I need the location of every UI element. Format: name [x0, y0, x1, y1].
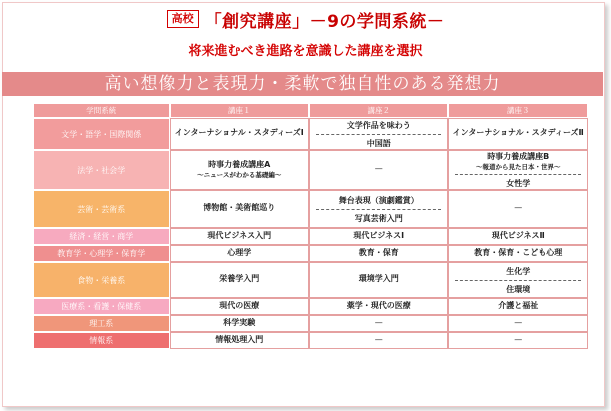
- course-name: 現代ビジネス入門: [207, 230, 272, 240]
- course-cell: [448, 332, 588, 349]
- course-name: 現代の医療: [219, 300, 260, 310]
- course-cell: [448, 228, 588, 245]
- course-name: —: [514, 203, 523, 212]
- table-row: [33, 315, 588, 332]
- course-cell: [448, 190, 588, 228]
- course-name: —: [514, 317, 523, 327]
- course-name: インターナショナル・スタディーズⅠ: [174, 128, 304, 137]
- course-item: [171, 300, 308, 314]
- course-item: [171, 230, 308, 244]
- course-stack: [449, 266, 587, 295]
- course-cell: [170, 262, 309, 298]
- course-stack: [449, 151, 587, 189]
- course-name: —: [514, 334, 523, 344]
- course-stack: [310, 318, 448, 330]
- table-row: [33, 228, 588, 245]
- course-cell: [170, 332, 309, 349]
- column-header: 講座２: [309, 103, 449, 118]
- course-item: [316, 134, 442, 149]
- page-title: 「創究講座」－9の学問系統－: [204, 11, 445, 32]
- course-cell: [309, 190, 449, 228]
- course-stack: [310, 300, 448, 314]
- course-cell: [448, 245, 588, 262]
- course-stack: [171, 273, 308, 287]
- column-header: 講座３: [448, 103, 588, 118]
- course-item: [449, 266, 587, 280]
- course-stack: [449, 335, 587, 347]
- course-cell: [170, 190, 309, 228]
- course-stack: [310, 247, 448, 261]
- course-item: [449, 127, 587, 141]
- course-stack: [171, 300, 308, 314]
- course-stack: [171, 247, 308, 261]
- table-header-row: [33, 103, 588, 118]
- course-item: [171, 202, 308, 216]
- table-row: [33, 332, 588, 349]
- course-item: [310, 230, 448, 244]
- course-cell: [170, 245, 309, 262]
- course-note: ～報道から見た日本・世界～: [475, 163, 561, 171]
- field-name: 理工系: [33, 315, 170, 332]
- course-stack: [310, 164, 448, 176]
- course-item: [316, 209, 442, 224]
- course-item: [171, 334, 308, 348]
- table-row: [33, 118, 588, 150]
- field-name: 情報系: [33, 332, 170, 349]
- course-stack: [171, 334, 308, 348]
- course-stack: [171, 230, 308, 244]
- field-name: 法学・社会学: [33, 150, 170, 190]
- course-name: 教育・保育: [358, 247, 399, 257]
- course-cell: [309, 118, 449, 150]
- course-cell: [309, 150, 449, 190]
- title-row: [0, 6, 611, 32]
- course-item: [310, 120, 448, 134]
- course-table: [33, 103, 588, 349]
- course-cell: [309, 262, 449, 298]
- course-name: 舞台表現（演劇鑑賞）: [338, 195, 419, 205]
- course-stack: [449, 318, 587, 330]
- course-stack: [310, 335, 448, 347]
- course-item: [171, 247, 308, 261]
- course-name: 現代ビジネスⅡ: [491, 230, 545, 240]
- course-stack: [449, 300, 587, 314]
- table-row: [33, 245, 588, 262]
- course-stack: [310, 273, 448, 287]
- course-name: 女性学: [506, 179, 531, 188]
- column-header: 学問系統: [33, 103, 170, 118]
- course-name: 博物館・美術館巡り: [203, 203, 276, 212]
- course-name: 生化学: [506, 266, 531, 276]
- field-name: 教育学・心理学・保育学: [33, 245, 170, 262]
- course-stack: [310, 195, 448, 224]
- course-name: 現代ビジネスⅠ: [353, 230, 405, 240]
- course-name: 科学実験: [223, 317, 256, 327]
- course-name: 情報処理入門: [215, 334, 264, 344]
- banner: 高い想像力と表現力・柔軟で独自性のある発想力: [2, 72, 603, 96]
- course-item: [310, 300, 448, 314]
- course-item: [449, 247, 587, 261]
- course-name: インターナショナル・スタディーズⅡ: [452, 128, 584, 137]
- course-stack: [171, 159, 308, 182]
- table-row: [33, 190, 588, 228]
- course-name: 時事力養成講座B: [487, 152, 550, 161]
- course-item: [455, 280, 581, 295]
- course-item: [310, 318, 448, 330]
- course-note: ～ニュースがわかる基礎編～: [197, 170, 282, 179]
- course-item: [449, 335, 587, 347]
- field-name: 文学・語学・国際関係: [33, 118, 170, 150]
- course-item: [310, 247, 448, 261]
- course-cell: [309, 315, 449, 332]
- course-item: [449, 151, 587, 174]
- course-item: [171, 273, 308, 287]
- course-cell: [309, 228, 449, 245]
- course-name: —: [374, 317, 383, 327]
- course-stack: [171, 202, 308, 216]
- course-stack: [171, 127, 308, 141]
- course-item: [310, 335, 448, 347]
- course-name: 環境学入門: [358, 274, 399, 283]
- course-stack: [449, 203, 587, 215]
- course-stack: [171, 317, 308, 331]
- course-name: 教育・保育・こども心理: [474, 247, 563, 257]
- course-name: 介護と福祉: [498, 300, 539, 310]
- course-name: 栄養学入門: [219, 274, 260, 283]
- course-name: 住環境: [506, 284, 531, 294]
- course-name: 中国語: [366, 138, 391, 148]
- course-stack: [449, 230, 587, 244]
- course-cell: [170, 315, 309, 332]
- course-stack: [310, 230, 448, 244]
- course-cell: [170, 298, 309, 315]
- course-name: 文学作品を味わう: [346, 120, 411, 130]
- course-cell: [448, 262, 588, 298]
- table-row: [33, 298, 588, 315]
- field-name: 経済・経営・商学: [33, 228, 170, 245]
- course-cell: [309, 245, 449, 262]
- course-item: [171, 159, 308, 182]
- course-stack: [449, 247, 587, 261]
- course-item: [171, 317, 308, 331]
- table-row: [33, 150, 588, 190]
- course-item: [449, 230, 587, 244]
- course-item: [310, 195, 448, 209]
- course-cell: [448, 298, 588, 315]
- course-item: [171, 127, 308, 141]
- course-cell: [170, 228, 309, 245]
- course-cell: [448, 118, 588, 150]
- course-stack: [449, 127, 587, 141]
- course-cell: [309, 332, 449, 349]
- course-cell: [170, 118, 309, 150]
- course-name: 写真芸術入門: [354, 213, 403, 223]
- course-item: [455, 174, 581, 189]
- table-row: [33, 262, 588, 298]
- course-name: 心理学: [227, 247, 252, 257]
- course-name: —: [374, 164, 383, 173]
- field-name: 芸術・芸術系: [33, 190, 170, 228]
- field-name: 食物・栄養系: [33, 262, 170, 298]
- course-name: 薬学・現代の医療: [346, 300, 411, 310]
- field-name: 医療系・看護・保健系: [33, 298, 170, 315]
- course-stack: [310, 120, 448, 149]
- course-item: [449, 203, 587, 215]
- course-item: [449, 300, 587, 314]
- column-header: 講座１: [170, 103, 309, 118]
- school-badge: 高校: [167, 10, 199, 28]
- course-cell: [448, 315, 588, 332]
- course-name: —: [374, 334, 383, 344]
- course-cell: [309, 298, 449, 315]
- course-name: 時事力養成講座A: [208, 159, 271, 169]
- course-item: [310, 273, 448, 287]
- course-item: [310, 164, 448, 176]
- page-subtitle: 将来進むべき進路を意識した講座を選択: [188, 44, 423, 59]
- course-cell: [448, 150, 588, 190]
- course-cell: [170, 150, 309, 190]
- course-item: [449, 318, 587, 330]
